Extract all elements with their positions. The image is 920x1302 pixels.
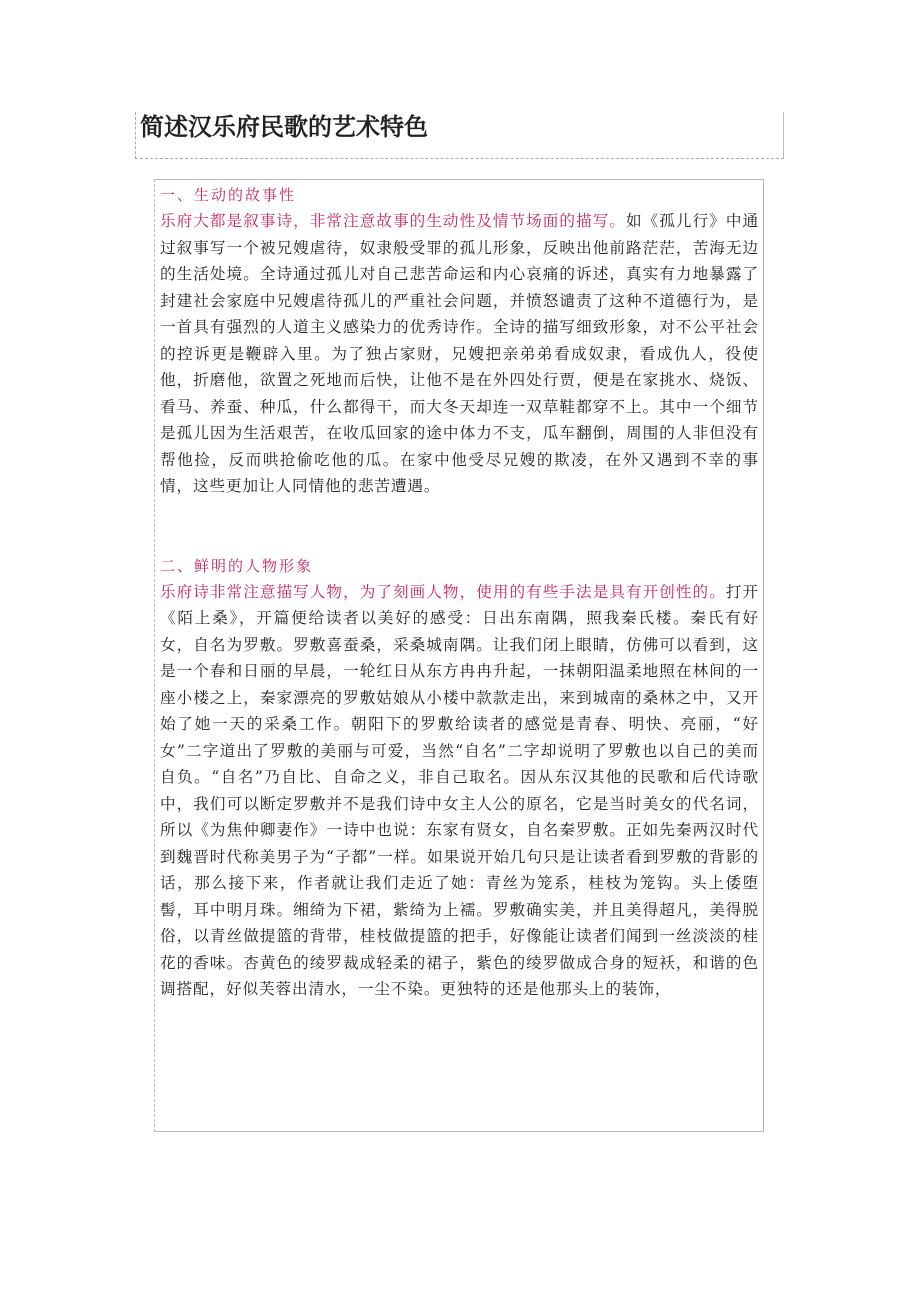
title-box	[135, 112, 784, 159]
section-characters	[160, 553, 759, 1003]
content-box	[154, 179, 764, 1132]
body-text: 如《孤儿行》中通过叙事写一个被兄嫂虐待，奴隶般受罪的孤儿形象，反映出他前路茫茫，苦海无边的生活处境。全诗通过孤儿对自己悲苦命运和内心哀痛的诉述，真实有力地暴露了封建社会家庭中兄嫂虐待孤儿的严重社会问题，并愤怒谴责了这种不道德行为，是一首具有强烈的人道主义感染力的优秀诗作。全诗的描写细致形象，对不公平社会的控诉更是鞭辟入里。为了独占家财，兄嫂把亲弟弟看成奴隶，看成仇人，役使他，折磨他，欲置之死地而后快，让他不是在外四处行贾，便是在家挑水、烧饭、看马、养蚕、种瓜，什么都得干，而大冬天却连一双草鞋都穿不上。其中一个细节是孤儿因为生活艰苦，在收瓜回家的途中体力不支，瓜车翻倒，周围的人非但没有帮他捡，反而哄抢偷吃他的瓜。在家中他受尽兄嫂的欺凌，在外又遇到不幸的事情，这些更加让人同情他的悲苦遭遇。	[160, 212, 759, 495]
section-spacer	[160, 500, 759, 553]
lead-sentence: 乐府大都是叙事诗，非常注意故事的生动性及情节场面的描写。	[160, 212, 626, 230]
page-title: 简述汉乐府民歌的艺术特色	[140, 113, 428, 141]
section-heading: 二、鲜明的人物形象	[160, 556, 314, 575]
section-storytelling	[160, 182, 759, 500]
body-text: 打开《陌上桑》，开篇便给读者以美好的感受：日出东南隅，照我秦氏楼。秦氏有好女，自名为罗敷。罗敷喜蚕桑，采桑城南隅。让我们闭上眼睛，仿佛可以看到，这是一个春和日丽的早晨，一轮红日从东方冉冉升起，一抹朝阳温柔地照在林间的一座小楼之上，秦家漂亮的罗敷姑娘从小楼中款款走出，来到城南的桑林之中，又开始了她一天的采桑工作。朝阳下的罗敷给读者的感觉是青春、明快、亮丽，“好女”二字道出了罗敷的美丽与可爱，当然“自名”二字却说明了罗敷也以自己的美而自负。“自名”乃自比、自命之义，非自己取名。因从东汉其他的民歌和后代诗歌中，我们可以断定罗敷并不是我们诗中女主人公的原名，它是当时美女的代名词，所以《为焦仲卿妻作》一诗中也说：东家有贤女，自名秦罗敷。正如先秦两汉时代到魏晋时代称美男子为“子都”一样。如果说开始几句只是让读者看到罗敷的背影的话，那么接下来，作者就让我们走近了她：青丝为笼系，桂枝为笼钩。头上倭堕髻，耳中明月珠。缃绮为下裙，紫绮为上襦。罗敷确实美，并且美得超凡，美得脱俗，以青丝做提篮的背带，桂枝做提篮的把手，好像能让读者们闻到一丝淡淡的桂花的香味。杏黄色的绫罗裁成轻柔的裙子，紫色的绫罗做成合身的短袄，和谐的色调搭配，好似芙蓉出清水，一尘不染。更独特的还是他那头上的装饰，	[160, 582, 759, 998]
section-paragraph	[160, 579, 759, 1003]
section-heading: 一、生动的故事性	[160, 186, 297, 204]
lead-sentence: 乐府诗非常注意描写人物，为了刻画人物，使用的有些手法是具有开创性的。	[160, 582, 726, 601]
section-paragraph	[160, 208, 759, 500]
